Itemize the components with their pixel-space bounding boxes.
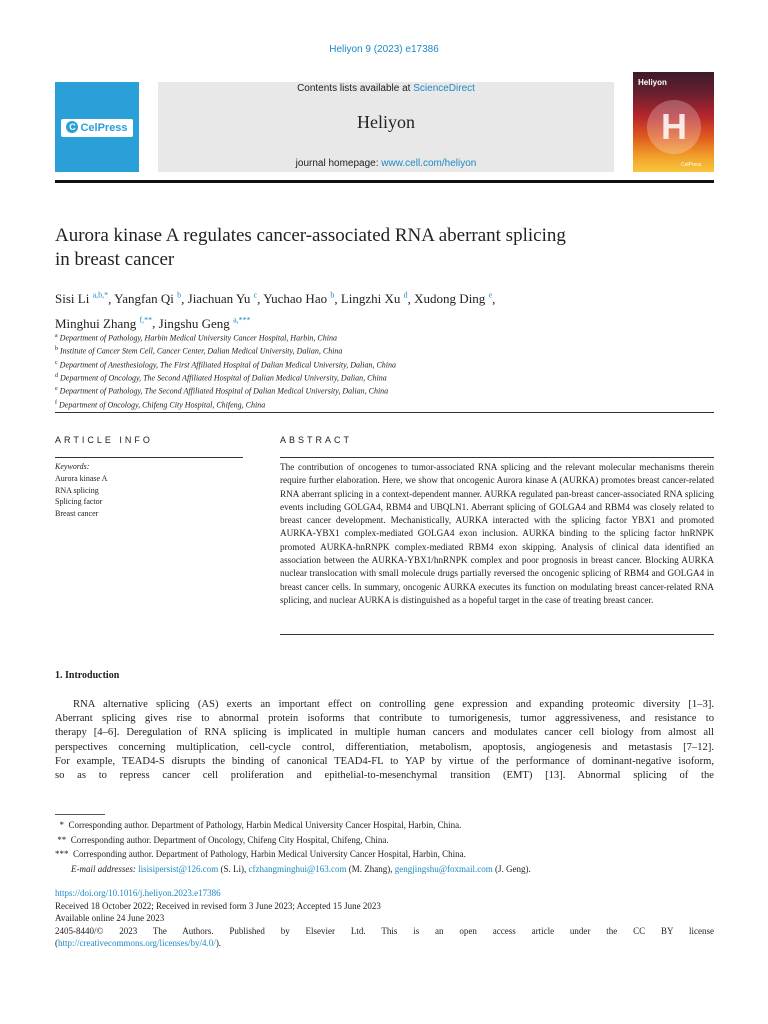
- abstract-divider: [280, 457, 714, 458]
- journal-reference[interactable]: Heliyon 9 (2023) e17386: [329, 44, 439, 55]
- intro-line: so as to repress cancer cell proliferation and epithelial-to-mesenchymal transition (EMT) [13]. Abnormal splicing of the: [55, 770, 714, 782]
- affiliation-mark: f: [55, 399, 57, 406]
- affiliation: [55, 358, 695, 371]
- journal-title: Heliyon: [357, 112, 415, 132]
- author[interactable]: [341, 291, 408, 306]
- affiliation-text: Department of Anesthesiology, The First Affiliated Hospital of Dalian Medical University, Dalian, China: [59, 360, 397, 370]
- publisher-logo-panel: [55, 82, 139, 172]
- affiliation: [55, 331, 695, 344]
- license-statement: 2405-8440/© 2023 The Authors. Published by Elsevier Ltd. This is an open access article under the CC BY license: [55, 925, 714, 936]
- license-link[interactable]: http://creativecommons.org/licenses/by/4.0/: [58, 938, 216, 948]
- introduction-heading: 1. Introduction: [55, 670, 120, 681]
- affiliation-text: Department of Oncology, Chifeng City Hospital, Chifeng, China: [59, 400, 266, 410]
- keyword: RNA splicing: [55, 485, 99, 495]
- doi-link[interactable]: https://doi.org/10.1016/j.heliyon.2023.e17386: [55, 888, 221, 898]
- cellpress-c-icon: C: [66, 121, 78, 133]
- homepage-link[interactable]: www.cell.com/heliyon: [381, 158, 477, 169]
- author-name: Sisi Li: [55, 291, 90, 307]
- corresponding-author-note: * Corresponding author. Department of Pathology, Harbin Medical University Cancer Hospital, Harbin, China.: [55, 820, 462, 830]
- available-online-date: Available online 24 June 2023: [55, 913, 165, 923]
- author-name: Jingshu Geng: [158, 315, 230, 331]
- author-name: Lingzhi Xu: [340, 291, 401, 307]
- affiliation: [55, 371, 695, 384]
- intro-line: Aberrant splicing gives rise to abnormal protein isoforms that contribute to tumorigenesis, tumor aggressiveness, and resistance to: [55, 713, 714, 725]
- affiliation-mark: d: [55, 373, 58, 380]
- homepage-prefix: journal homepage:: [295, 158, 382, 169]
- intro-line: For example, TEAD4-S disrupts the binding of canonical TEAD4-FL to YAP by virtue of the performance of dominant-negative isoform,: [55, 755, 714, 767]
- affiliation-mark: e: [55, 386, 58, 393]
- article-title: [55, 224, 655, 272]
- cover-letter: H: [661, 106, 687, 147]
- affiliation-text: Department of Pathology, Harbin Medical University Cancer Hospital, Harbin, China: [59, 333, 337, 343]
- journal-homepage: [158, 158, 614, 169]
- author[interactable]: [188, 291, 258, 306]
- received-dates: Received 18 October 2022; Received in revised form 3 June 2023; Accepted 15 June 2023: [55, 900, 381, 911]
- publication-info: [55, 887, 714, 950]
- author-affiliation-mark[interactable]: a,***: [233, 315, 251, 325]
- email-link[interactable]: cfzhangminghui@163.com: [248, 863, 347, 874]
- affiliation-text: Department of Oncology, The Second Affiliated Hospital of Dalian Medical University, Dalian, China: [60, 373, 387, 383]
- cellpress-logo: [61, 119, 133, 137]
- author-list: [55, 285, 695, 334]
- email-owner: (J. Geng).: [492, 863, 531, 874]
- email-label: E-mail addresses:: [71, 863, 139, 874]
- email-owner: (S. Li),: [218, 863, 249, 874]
- license-tail: ).: [215, 938, 222, 948]
- affiliation: [55, 344, 695, 357]
- affiliation-list: [55, 331, 695, 411]
- author-affiliation-mark[interactable]: c: [253, 291, 258, 300]
- abstract-heading: ABSTRACT: [280, 435, 353, 445]
- sciencedirect-link[interactable]: ScienceDirect: [413, 83, 475, 94]
- footnote-divider: [55, 814, 105, 815]
- email-addresses: [55, 862, 714, 877]
- author-separator: ,: [108, 291, 115, 307]
- affiliation-mark: c: [55, 359, 58, 366]
- email-link[interactable]: lisisipersist@126.com: [138, 863, 219, 874]
- intro-line: RNA alternative splicing (AS) exerts an important effect on controlling gene expression and expanding proteomic diversity [1–3].: [73, 699, 714, 710]
- author-separator: ,: [152, 315, 159, 331]
- header-divider: [55, 180, 714, 183]
- corresponding-author-note: *** Corresponding author. Department of Pathology, Harbin Medical University Cancer Hospital, Harbin, China.: [55, 849, 466, 859]
- keywords-block: [55, 461, 107, 520]
- affiliation: [55, 398, 695, 411]
- affiliation-text: Department of Pathology, The Second Affiliated Hospital of Dalian Medical University, Dalian, China: [59, 387, 389, 397]
- intro-line: perspectives concerning multiplication, cell-cycle control, differentiation, metabolism, apoptosis, angiogenesis and metastasis [7–12].: [55, 741, 714, 753]
- author-name: Yangfan Qi: [114, 291, 174, 307]
- contents-prefix: Contents lists available at: [297, 83, 414, 94]
- author[interactable]: [55, 291, 108, 306]
- author[interactable]: [159, 316, 251, 331]
- affiliation-text: Institute of Cancer Stem Cell, Cancer Center, Dalian Medical University, Dalian, China: [60, 347, 343, 357]
- author-affiliation-mark[interactable]: d: [403, 291, 408, 300]
- cellpress-logo-text: CelPress: [80, 122, 128, 134]
- author-separator: ,: [181, 291, 188, 307]
- author[interactable]: [55, 316, 152, 331]
- author-affiliation-mark[interactable]: b: [330, 291, 335, 300]
- affiliation: [55, 384, 695, 397]
- section-divider: [55, 412, 714, 413]
- author-separator: ,: [257, 291, 264, 307]
- author-affiliation-mark[interactable]: b: [177, 291, 182, 300]
- affiliation-mark: a: [55, 333, 58, 339]
- keyword: Breast cancer: [55, 509, 99, 519]
- keyword: Aurora kinase A: [55, 473, 108, 483]
- author-separator: ,: [407, 291, 415, 307]
- email-link[interactable]: gengjingshu@foxmail.com: [394, 863, 493, 874]
- author-affiliation-mark[interactable]: e: [488, 291, 493, 300]
- journal-cover-image: [633, 72, 714, 172]
- intro-line: therapy [4–6]. Deregulation of RNA splicing is implicated in multiple human cancers and modulates cancer cell biology from almost all: [55, 727, 714, 739]
- introduction-body: [55, 698, 714, 783]
- footnotes: [55, 818, 714, 876]
- cover-publisher: CelPress: [681, 162, 702, 168]
- article-info-heading: ARTICLE INFO: [55, 435, 153, 445]
- title-line-2: in breast cancer: [55, 249, 175, 270]
- article-info-divider: [55, 457, 243, 458]
- author-affiliation-mark[interactable]: a,b,*: [92, 291, 109, 300]
- author-separator: ,: [334, 291, 341, 307]
- keywords-label: Keywords:: [55, 462, 90, 471]
- email-owner: (M. Zhang),: [346, 863, 395, 874]
- author-name: Xudong Ding: [414, 291, 486, 307]
- abstract-bottom-divider: [280, 634, 714, 635]
- title-line-1: Aurora kinase A regulates cancer-associated RNA aberrant splicing: [55, 225, 566, 246]
- cover-title: Heliyon: [638, 78, 667, 87]
- corresponding-author-note: ** Corresponding author. Department of Oncology, Chifeng City Hospital, Chifeng, China.: [55, 834, 389, 845]
- author-separator: ,: [492, 291, 496, 307]
- author[interactable]: [263, 291, 334, 306]
- contents-line: [158, 83, 614, 94]
- license-link-line: (http://creativecommons.org/licenses/by/4.0/).: [55, 938, 222, 948]
- keyword: Splicing factor: [55, 497, 103, 507]
- author-name: Minghui Zhang: [55, 315, 137, 331]
- abstract-text: The contribution of oncogenes to tumor-associated RNA splicing and the relevant molecular mechanisms therein require further elaboration. Here, we show that oncogenic Aurora kinase A (AURKA) promotes breast cancer-related RNA aberrant splicing in a context-dependent manner. AURKA regulated pan-breast cancer-associated RNA splicing events including GOLGA4, RBM4 and UBQLN1. Aberrant splicing of GOLGA4 and RBM4 was closely related to breast cancer development. Mechanistically, AURKA interacted with the splicing factor YBX1 and promoted AURKA-YBX1 complex-mediated GOLGA4 exon inclusion. AURKA binding to the splicing factor hnRNPK promoted AURKA-hnRNPK complex-mediated RBM4 exon skipping. Analysis of clinical data identified an association between the AURKA-YBX1/hnRNPK complex and poor prognosis in breast cancer. Blocking AURKA nuclear translocation with small molecule drugs partially reversed the oncogenic splicing of RBM4 and GOLGA4 in breast cancer cells. In summary, oncogenic AURKA executes its function on modulating breast cancer-related RNA splicing, and nuclear AURKA is distinguished as a hopeful target in the case of treating breast cancer.: [280, 462, 714, 605]
- author[interactable]: [114, 291, 181, 306]
- author-affiliation-mark[interactable]: f,**: [139, 315, 153, 325]
- author[interactable]: [414, 291, 492, 306]
- author-name: Jiachuan Yu: [187, 291, 251, 307]
- affiliation-mark: b: [55, 346, 58, 353]
- author-name: Yuchao Hao: [263, 291, 328, 307]
